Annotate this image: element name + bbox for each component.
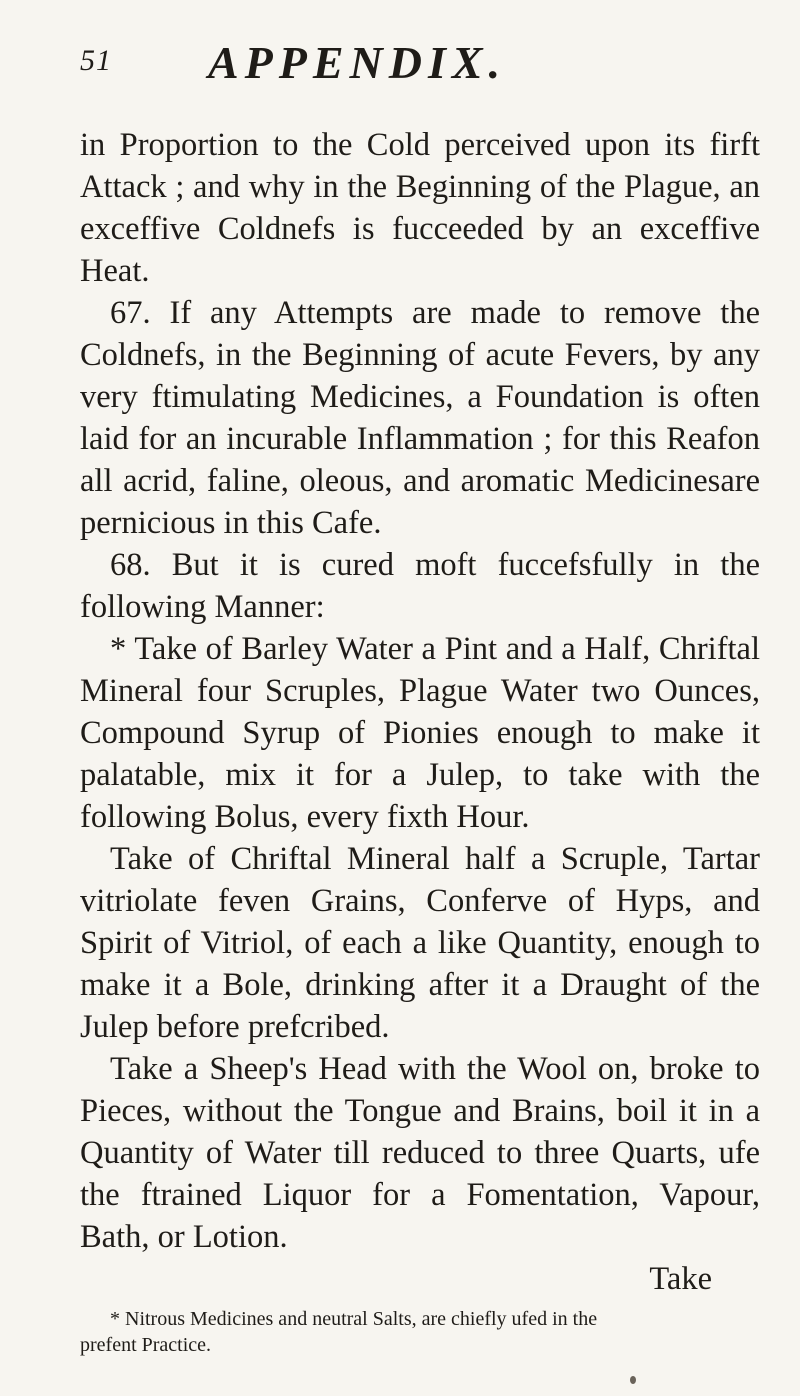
paragraph-68: 68. But it is cured moft fuccefsfully in the following Manner:	[80, 547, 760, 625]
paragraph-fomentation-recipe: Take a Sheep's Head with the Wool on, broke to Pieces, without the Tongue and Brains, boil it in a Quantity of Water till reduced to three Quarts, ufe the ftrained Liquor for a Fomentation, Vapour, Bath, or Lotion.	[80, 1051, 760, 1255]
page-header	[80, 36, 760, 90]
catchword: Take	[649, 1261, 712, 1297]
body-text	[80, 124, 760, 1258]
paragraph-67: 67. If any Attempts are made to remove the Coldnefs, in the Beginning of acute Fevers, by any very ftimulating Medicines, a Foundation is often laid for an incurable Inflammation ; for this Reafon all acrid, faline, oleous, and aromatic Medicinesare pernicious in this Cafe.	[80, 295, 760, 541]
footnote-line-2: prefent Practice.	[80, 1334, 212, 1356]
page-number: 51	[80, 44, 112, 77]
footnote	[80, 1306, 760, 1358]
running-head: APPENDIX.	[208, 37, 507, 88]
paragraph-bolus-recipe: Take of Chriftal Mineral half a Scruple, Tartar vitriolate feven Grains, Conferve of Hyps, and Spirit of Vitriol, of each a like Quantity, enough to make it a Bole, drinking after it a Draught of the Julep before prefcribed.	[80, 841, 760, 1045]
footnote-text	[80, 1306, 760, 1358]
ink-speck	[630, 1376, 636, 1384]
footnote-line-1: * Nitrous Medicines and neutral Salts, are chiefly ufed in the	[110, 1308, 598, 1330]
paragraph-julep-recipe: * Take of Barley Water a Pint and a Half, Chriftal Mineral four Scruples, Plague Water two Ounces, Compound Syrup of Pionies enough to make it palatable, mix it for a Julep, to take with the following Bolus, every fixth Hour.	[80, 631, 760, 835]
paragraph-continuation: in Proportion to the Cold perceived upon its firft Attack ; and why in the Beginning of the Plague, an exceffive Coldnefs is fucceeded by an exceffive Heat.	[80, 127, 760, 289]
